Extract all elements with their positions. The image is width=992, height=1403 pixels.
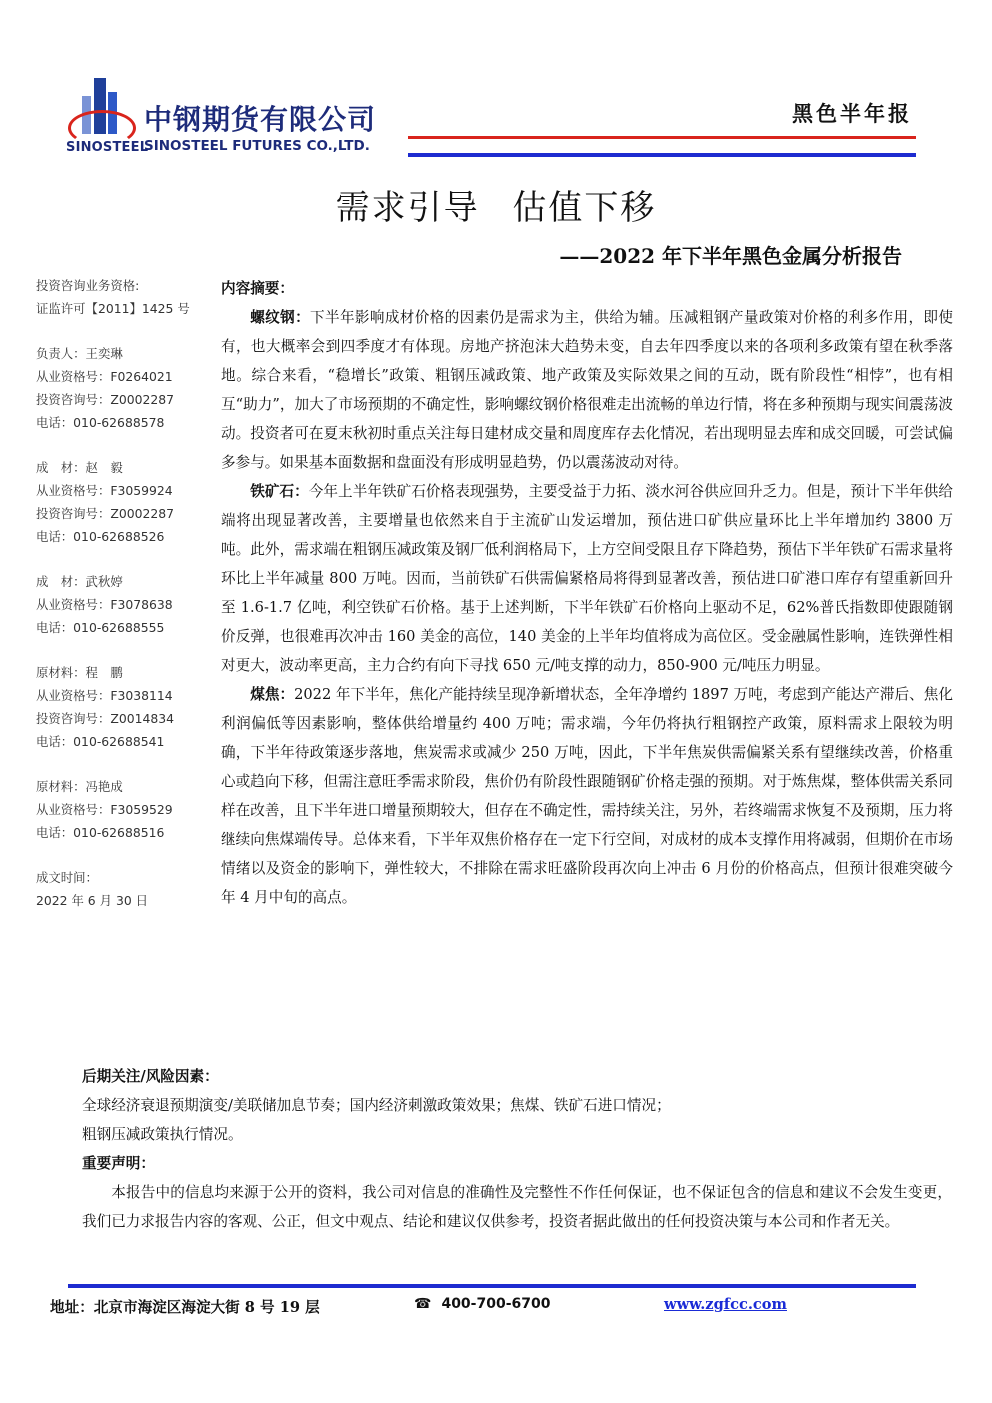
risks-line: 粗钢压减政策执行情况。 — [82, 1126, 243, 1143]
sidebar-line: 从业资格号：F3078638 — [36, 597, 173, 612]
risk-and-disclaimer-section — [82, 1062, 952, 1236]
summary-paragraph-rebar — [221, 303, 953, 477]
phone-number: 400-700-6700 — [441, 1296, 551, 1312]
paragraph-lead: 煤焦： — [250, 686, 295, 703]
sidebar-line: 证监许可【2011】1425 号 — [36, 301, 190, 316]
risks-heading: 后期关注/风险因素： — [82, 1068, 219, 1085]
header-rule-blue — [408, 153, 916, 157]
sidebar-line: 电话：010-62688526 — [36, 529, 165, 544]
sidebar-line: 原材料：冯艳成 — [36, 779, 123, 794]
risks-line: 全球经济衰退预期演变/美联储加息节奏；国内经济刺激政策效果；焦煤、铁矿石进口情况； — [82, 1097, 671, 1114]
footer-address: 地址：北京市海淀区海淀大街 8 号 19 层 — [50, 1299, 320, 1316]
sidebar-line: 从业资格号：F3059529 — [36, 802, 173, 817]
summary-paragraph-iron-ore — [221, 477, 953, 680]
footer-phone — [414, 1296, 551, 1312]
sidebar-line: 投资咨询号：Z0002287 — [36, 392, 175, 407]
sidebar-line: 电话：010-62688578 — [36, 415, 165, 430]
paragraph-text: 今年上半年铁矿石价格表现强势，主要受益于力拓、淡水河谷供应回升乏力。但是，预计下半年供给端将出现显著改善，主要增量也依然来自于主流矿山发运增加，预估进口矿供应量环比上半年增加约 3800 万吨。此外，需求端在粗钢压减政策及钢厂低利润格局下，上方空间受限且存下降趋势，预估下半年铁矿石需求量将环比上半年减量 800 万吨。因而，当前铁矿石供需偏紧格局将得到显著改善，预估进口矿港口库存有望重新回升至 1.6-1.7 亿吨，利空铁矿石价格。基于上述判断，下半年铁矿石价格向上驱动不足，62%普氏指数即使跟随钢价反弹，也很难再次冲击 160 美金的高位，140 美金的上半年均值将成为高位区。受金融属性影响，连铁弹性相对更大，波动率更高，主力合约有向下寻找 650 元/吨支撑的动力，850-900 元/吨压力明显。 — [221, 483, 953, 674]
paragraph-lead: 螺纹钢： — [250, 309, 311, 326]
main-title-right: 估值下移 — [512, 188, 657, 228]
sidebar-line: 投资咨询业务资格: — [36, 278, 140, 293]
summary-paragraph-coal-coke — [221, 680, 953, 912]
sidebar-line: 从业资格号：F0264021 — [36, 369, 173, 384]
report-subtitle: ——2022 年下半年黑色金属分析报告 — [559, 244, 902, 268]
sidebar-line: 成 材：武秋婷 — [36, 574, 123, 589]
sidebar-line: 2022 年 6 月 30 日 — [36, 893, 149, 908]
telephone-icon: ☎ — [414, 1296, 432, 1312]
sidebar-line: 电话：010-62688516 — [36, 825, 165, 840]
sidebar-line: 从业资格号：F3038114 — [36, 688, 173, 703]
sidebar-line: 成文时间： — [36, 870, 98, 885]
sidebar-line: 投资咨询号：Z0014834 — [36, 711, 175, 726]
company-name-cn: 中钢期货有限公司 — [144, 103, 377, 136]
paragraph-text: 2022 年下半年，焦化产能持续呈现净新增状态，全年净增约 1897 万吨，考虑到产能达产滞后、焦化利润偏低等因素影响，整体供给增量约 400 万吨；需求端，今年仍将执行粗钢控产政策，原料需求上限较为明确，下半年待政策逐步落地，焦炭需求或减少 250 万吨，因此，下半年焦炭供需偏紧关系有望继续改善，价格重心或趋向下移，但需注意旺季需求阶段，焦价仍有阶段性跟随钢矿价格走强的预期。对于炼焦煤，整体供需关系同样在改善，且下半年进口增量预期较大，但存在不确定性，需持续关注，另外，若终端需求恢复不及预期，压力将继续向焦煤端传导。总体来看，下半年双焦价格存在一定下行空间，对成材的成本支撑作用将减弱，但期价在市场情绪以及资金的影响下，弹性较大，不排除在需求旺盛阶段再次向上冲击 6 月份的价格高点，但预计很难突破今年 4 月中旬的高点。 — [221, 686, 953, 906]
company-name-en: SINOSTEEL FUTURES CO.,LTD. — [144, 138, 370, 154]
header-rule-red — [408, 136, 916, 139]
sidebar-line: 电话：010-62688555 — [36, 620, 165, 635]
paragraph-text: 下半年影响成材价格的因素仍是需求为主，供给为辅。压减粗钢产量政策对价格的利多作用，即使有，也大概率会到四季度才有体现。房地产挤泡沫大趋势未变，自去年四季度以来的各项利多政策有望在秋季落地。综合来看，“稳增长”政策、粗钢压减政策、地产政策及实际效果之间的互动，既有阶段性“相悖”，也有相互“助力”，加大了市场预期的不确定性，影响螺纹钢价格很难走出流畅的单边行情，将在多种预期与现实间震荡波动。投资者可在夏末秋初时重点关注每日建材成交量和周度库存去化情况，若出现明显去库和成交回暖，可尝试偏多参与。如果基本面数据和盘面没有形成明显趋势，仍以震荡波动对待。 — [221, 309, 953, 471]
analyst-sidebar — [36, 274, 216, 912]
footer-website-link[interactable]: www.zgfcc.com — [664, 1296, 787, 1313]
logo-text: SINOSTEEL — [66, 140, 149, 155]
company-logo-block — [66, 74, 396, 164]
summary-heading: 内容摘要： — [221, 280, 294, 297]
report-type-label: 黑色半年报 — [792, 101, 912, 126]
sidebar-line: 原材料：程 鹏 — [36, 665, 123, 680]
sidebar-line: 投资咨询号：Z0002287 — [36, 506, 175, 521]
sinosteel-logo-icon — [68, 74, 132, 144]
disclaimer-text: 本报告中的信息均来源于公开的资料，我公司对信息的准确性及完整性不作任何保证，也不保证包含的信息和建议不会发生变更，我们已力求报告内容的客观、公正，但文中观点、结论和建议仅供参考，投资者据此做出的任何投资决策与本公司和作者无关。 — [82, 1184, 952, 1230]
disclaimer-heading: 重要声明： — [82, 1155, 155, 1172]
main-title-left: 需求引导 — [335, 188, 480, 228]
sidebar-line: 负责人：王奕琳 — [36, 346, 123, 361]
sidebar-line: 电话：010-62688541 — [36, 734, 165, 749]
sidebar-line: 成 材：赵 毅 — [36, 460, 123, 475]
summary-section — [221, 274, 953, 912]
footer-rule — [68, 1284, 916, 1288]
sidebar-line: 从业资格号：F3059924 — [36, 483, 173, 498]
main-title — [0, 180, 992, 229]
paragraph-lead: 铁矿石： — [250, 483, 309, 500]
